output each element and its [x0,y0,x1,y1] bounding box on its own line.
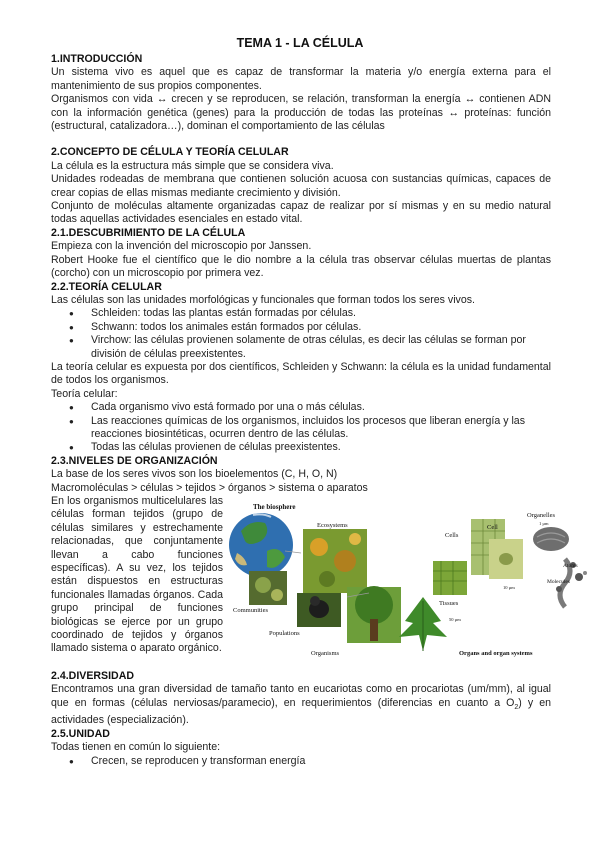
levels-of-organization-figure [227,501,589,661]
earth-icon [229,513,293,577]
label-organelles: Organelles [527,512,556,519]
paragraph-diversidad: Encontramos una gran diversidad de tamaño tanto en eucariotas como en procariotas (um/mm), al igual que en formas (células nerviosas/paramecio), en requerimientos (diferencias en cuanto a $O_2$) y en actividades (especialización). [51,683,551,727]
tissues-image [433,561,467,595]
paragraph: Macromoléculas > células > tejidos > órganos > sistema o aparatos [51,481,368,494]
paragraph: La base de los seres vivos son los bioelementos (C, H, O, N) [51,468,338,481]
paragraph: Todas tienen en común lo siguiente: [51,741,221,754]
bullet-list [51,307,551,361]
label-molecules: Molecules [547,579,570,585]
label-scale-1um: 1 µm [539,521,549,526]
paragraph: En los organismos multicelulares las células forman tejidos (grupo de células similares y estrechamente relacionadas, que conjuntamente llevan a cabo funciones específicas). A su vez, los tejidos están dispuestos en estructuras funcionales llamadas órganos. Cada grupo principal de funciones biológicas se ejerce por un grupo coordinado de tejidos y órganos llamado sistema o aparato orgánico. [51,495,223,655]
label-cell: Cell [487,524,498,531]
paragraph: Un sistema vivo es aquel que es capaz de transformar la materia y/o energía externa para el mantenimiento de sus propios componentes. [51,66,551,92]
paragraph: Las células son las unidades morfológicas y funcionales que forman todos los seres vivos. [51,293,475,306]
paragraph: La célula es la estructura más simple que se considera viva. [51,159,334,172]
label-ecosystems: Ecosystems [317,522,348,529]
section-heading-descubrimiento: 2.1.DESCUBRIMIENTO DE LA CÉLULA [51,226,246,239]
label-tissues: Tissues [439,600,459,607]
paragraph: Teoría celular: [51,387,118,400]
label-communities: Communities [233,607,269,614]
list-item: ● Schleiden: todas las plantas están formadas por células. [91,307,551,320]
list-item: ● Virchow: las células provienen solamente de otras células, es decir las células se forman por división de células preexistentes. [91,334,551,361]
list-item: ● Cada organismo vivo está formado por una o más células. [91,401,551,414]
section-heading-unidad: 2.5.UNIDAD [51,727,110,740]
label-populations: Populations [269,630,300,637]
list-item: ● Las reacciones químicas de los organismos, incluidos los procesos que liberan energía y las reacciones biosintéticas, ocurren dentro de las células. [91,415,551,442]
paragraph: Empieza con la invención del microscopio por Janssen. [51,240,312,253]
bullet-list [51,755,551,768]
section-heading-concepto: 2.CONCEPTO DE CÉLULA Y TEORÍA CELULAR [51,146,289,159]
list-item: ● Schwann: todos los animales están formados por células. [91,321,551,334]
label-atoms: Atoms [563,563,578,569]
label-scale-10um: 10 µm [503,585,515,590]
list-item: ● Crecen, se reproducen y transforman energía [91,755,551,768]
label-organs: Organs and organ systems [459,650,533,657]
paragraph: Unidades rodeadas de membrana que contienen solución acuosa con sustancias químicas, capaces de crear copias de ellas mismas mediante crecimiento y división. [51,173,551,199]
paragraph: Robert Hooke fue el científico que le dio nombre a la célula tras observar células muertas de plantas (corcho) con un microscopio por primera vez. [51,253,551,280]
bullet-list [51,401,551,455]
paragraph: La teoría celular es expuesta por dos científicos, Schleiden y Schwann: la célula es la unidad fundamental de todos los organismos. [51,360,551,387]
paragraph: Conjunto de moléculas altamente organizadas capaz de realizar por sí mismas y en su medio natural todas aquellas actividades esenciales en estado vital. [51,200,551,226]
atom-icon [575,571,587,581]
section-heading-introduccion: 1.INTRODUCCIÓN [51,53,143,65]
label-biosphere: The biosphere [253,503,296,511]
label-scale-50um: 50 µm [449,617,461,622]
section-heading-diversidad: 2.4.DIVERSIDAD [51,670,135,682]
text-with-figure [51,495,578,670]
label-cells: Cells [445,532,459,539]
document-body [51,53,578,768]
paragraph: Organismos con vida ↔ crecen y se reproducen, se relación, transforman la energía ↔ contienen ADN con la información genética (genes) para la producción de todas las proteínas ↔ proteínas: función (estructural, catalizadora…), dominan el comportamiento de las células [51,93,551,133]
label-organisms: Organisms [311,650,340,657]
list-item: ● Todas las células provienen de células preexistentes. [91,441,551,454]
section-heading-niveles: 2.3.NIVELES DE ORGANIZACIÓN [51,454,218,467]
section-heading-teoria: 2.2.TEORÍA CELULAR [51,280,162,293]
page-title: TEMA 1 - LA CÉLULA [236,36,364,50]
